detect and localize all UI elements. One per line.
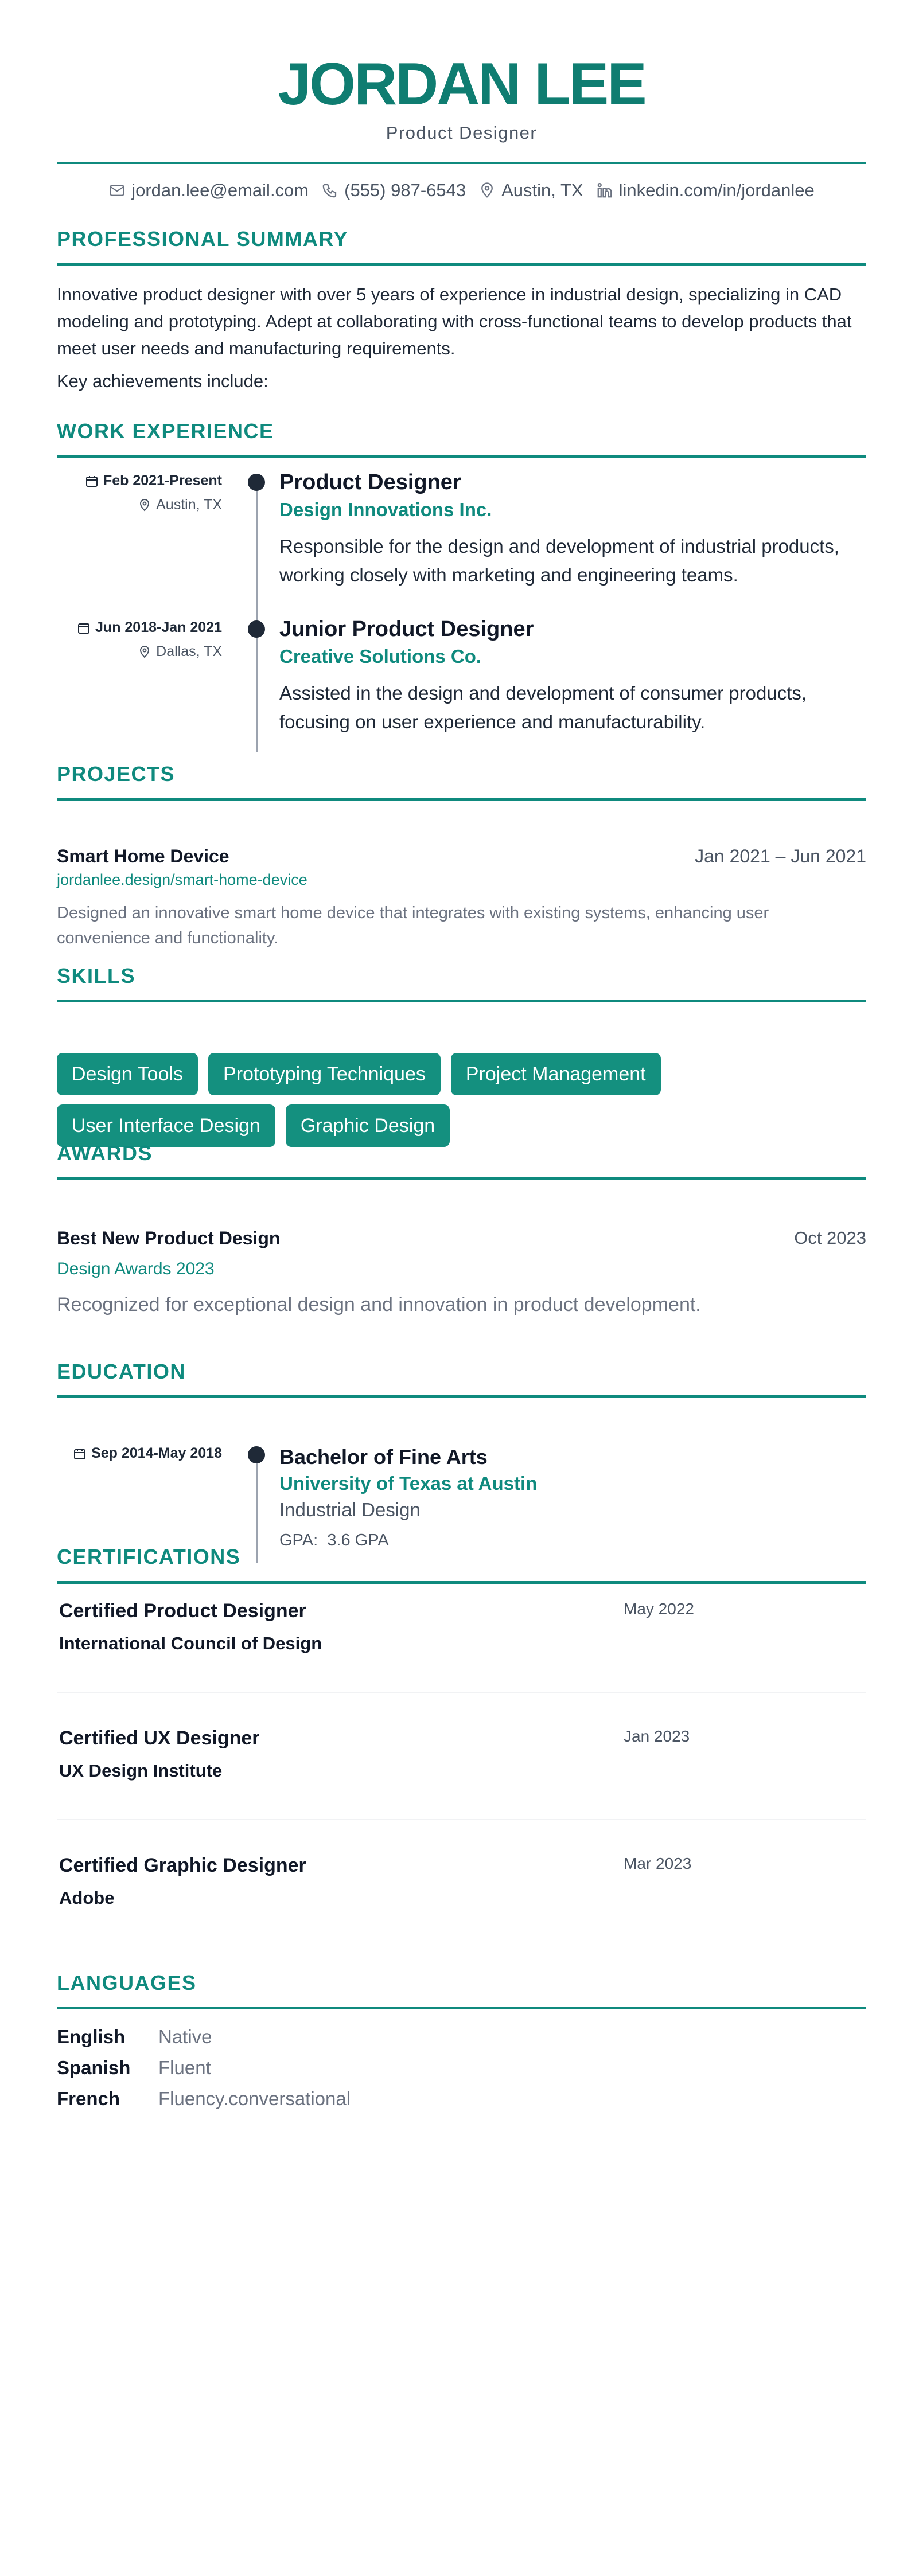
certification-org: Adobe — [59, 1888, 115, 1908]
project-description: Designed an innovative smart home device that integrates with existing systems, enhancing user convenience and functionality. — [57, 904, 769, 947]
skills-heading: SKILLS — [57, 964, 136, 988]
languages-heading: LANGUAGES — [57, 1971, 197, 1995]
timeline-dot — [248, 474, 265, 491]
skill-tag: Graphic Design — [286, 1104, 450, 1147]
languages-divider — [57, 2007, 866, 2009]
projects-divider — [57, 798, 866, 801]
timeline-dot — [248, 1446, 265, 1463]
language-level: Native — [158, 2026, 212, 2047]
experience-location-text: Dallas, TX — [156, 643, 222, 659]
experience-heading: WORK EXPERIENCE — [57, 419, 274, 443]
experience-date-text: Feb 2021-Present — [103, 473, 222, 489]
education-degree: Bachelor of Fine Arts — [279, 1445, 488, 1469]
calendar-icon — [85, 474, 99, 488]
experience-timeline — [256, 483, 258, 752]
awards-heading: AWARDS — [57, 1141, 153, 1165]
map-pin-icon — [138, 645, 151, 659]
experience-location-text: Austin, TX — [156, 497, 222, 513]
summary-divider — [57, 263, 866, 266]
contact-email[interactable] — [108, 180, 309, 201]
education-gpa — [279, 1531, 389, 1550]
contact-linkedin[interactable] — [596, 180, 815, 201]
certification-name: Certified Graphic Designer — [59, 1855, 306, 1876]
contact-bar — [57, 178, 866, 203]
certifications-heading: CERTIFICATIONS — [57, 1545, 241, 1568]
education-date — [73, 1445, 222, 1462]
certification-org: UX Design Institute — [59, 1761, 223, 1781]
certification-name: Certified Product Designer — [59, 1600, 306, 1622]
experience-divider — [57, 455, 866, 458]
experience-description: Responsible for the design and development of industrial products, working closely with marketing and engineering teams. — [279, 536, 839, 586]
timeline-dot — [248, 620, 265, 638]
experience-date-text: Jun 2018-Jan 2021 — [95, 619, 222, 635]
header-divider — [57, 162, 866, 164]
experience-location — [138, 643, 222, 660]
skills-list — [57, 1053, 866, 1147]
contact-location — [478, 180, 583, 201]
candidate-title: Product Designer — [386, 123, 538, 143]
summary-heading: PROFESSIONAL SUMMARY — [57, 227, 349, 251]
award-date: Oct 2023 — [794, 1228, 866, 1248]
experience-date — [77, 619, 222, 636]
candidate-name: JORDAN LEE — [278, 51, 645, 118]
certification-divider — [57, 1692, 866, 1693]
phone-text: (555) 987-6543 — [344, 180, 466, 200]
skill-tag: Design Tools — [57, 1053, 198, 1095]
certification-date: May 2022 — [624, 1600, 694, 1618]
language-name: English — [57, 2026, 126, 2047]
skills-divider — [57, 1000, 866, 1002]
project-link[interactable]: jordanlee.design/smart-home-device — [57, 871, 307, 888]
experience-role: Junior Product Designer — [279, 617, 534, 641]
education-heading: EDUCATION — [57, 1360, 186, 1383]
award-issuer: Design Awards 2023 — [57, 1259, 215, 1278]
skill-tag: Prototyping Techniques — [208, 1053, 441, 1095]
award-name: Best New Product Design — [57, 1228, 281, 1248]
certification-name: Certified UX Designer — [59, 1727, 260, 1749]
language-level: Fluent — [158, 2057, 211, 2078]
education-field: Industrial Design — [279, 1499, 421, 1520]
gpa-value: 3.6 GPA — [327, 1531, 389, 1549]
summary-text: Innovative product designer with over 5 years of experience in industrial design, specializing in CAD modeling and prototyping. Adept at collaborating with cross-functional teams to develop products that meet user needs and manufacturing requirements. — [57, 284, 852, 358]
experience-role: Product Designer — [279, 470, 461, 494]
certification-org: International Council of Design — [59, 1633, 322, 1653]
location-text: Austin, TX — [501, 180, 583, 200]
certification-divider — [57, 1819, 866, 1820]
linkedin-icon — [596, 182, 613, 199]
calendar-icon — [77, 621, 91, 635]
experience-location — [138, 497, 222, 513]
education-divider — [57, 1395, 866, 1398]
certification-date: Mar 2023 — [624, 1855, 692, 1872]
language-name: Spanish — [57, 2057, 131, 2078]
language-name: French — [57, 2088, 120, 2109]
email-text: jordan.lee@email.com — [131, 180, 309, 200]
map-pin-icon — [138, 498, 151, 512]
skill-tag: Project Management — [451, 1053, 661, 1095]
awards-divider — [57, 1177, 866, 1180]
certification-date: Jan 2023 — [624, 1727, 690, 1745]
project-dates: Jan 2021 – Jun 2021 — [695, 846, 866, 867]
phone-icon — [321, 182, 338, 199]
linkedin-text: linkedin.com/in/jordanlee — [618, 180, 815, 200]
certifications-divider — [57, 1581, 866, 1584]
experience-company: Creative Solutions Co. — [279, 646, 482, 667]
project-name: Smart Home Device — [57, 846, 229, 867]
award-description: Recognized for exceptional design and innovation in product development. — [57, 1294, 701, 1316]
key-achievements-label: Key achievements include: — [57, 371, 268, 391]
experience-description: Assisted in the design and development of consumer products, focusing on user experience and manufacturability. — [279, 682, 807, 732]
projects-heading: PROJECTS — [57, 762, 176, 786]
gpa-label: GPA: — [279, 1531, 318, 1549]
education-school: University of Texas at Austin — [279, 1473, 538, 1494]
experience-company: Design Innovations Inc. — [279, 499, 492, 520]
education-date-text: Sep 2014-May 2018 — [91, 1445, 222, 1461]
language-level: Fluency.conversational — [158, 2088, 351, 2109]
experience-date — [85, 473, 222, 489]
mail-icon — [108, 182, 126, 199]
education-timeline — [256, 1455, 258, 1563]
contact-phone[interactable] — [321, 180, 466, 201]
calendar-icon — [73, 1447, 87, 1461]
map-pin-icon — [478, 182, 496, 199]
skill-tag: User Interface Design — [57, 1104, 275, 1147]
